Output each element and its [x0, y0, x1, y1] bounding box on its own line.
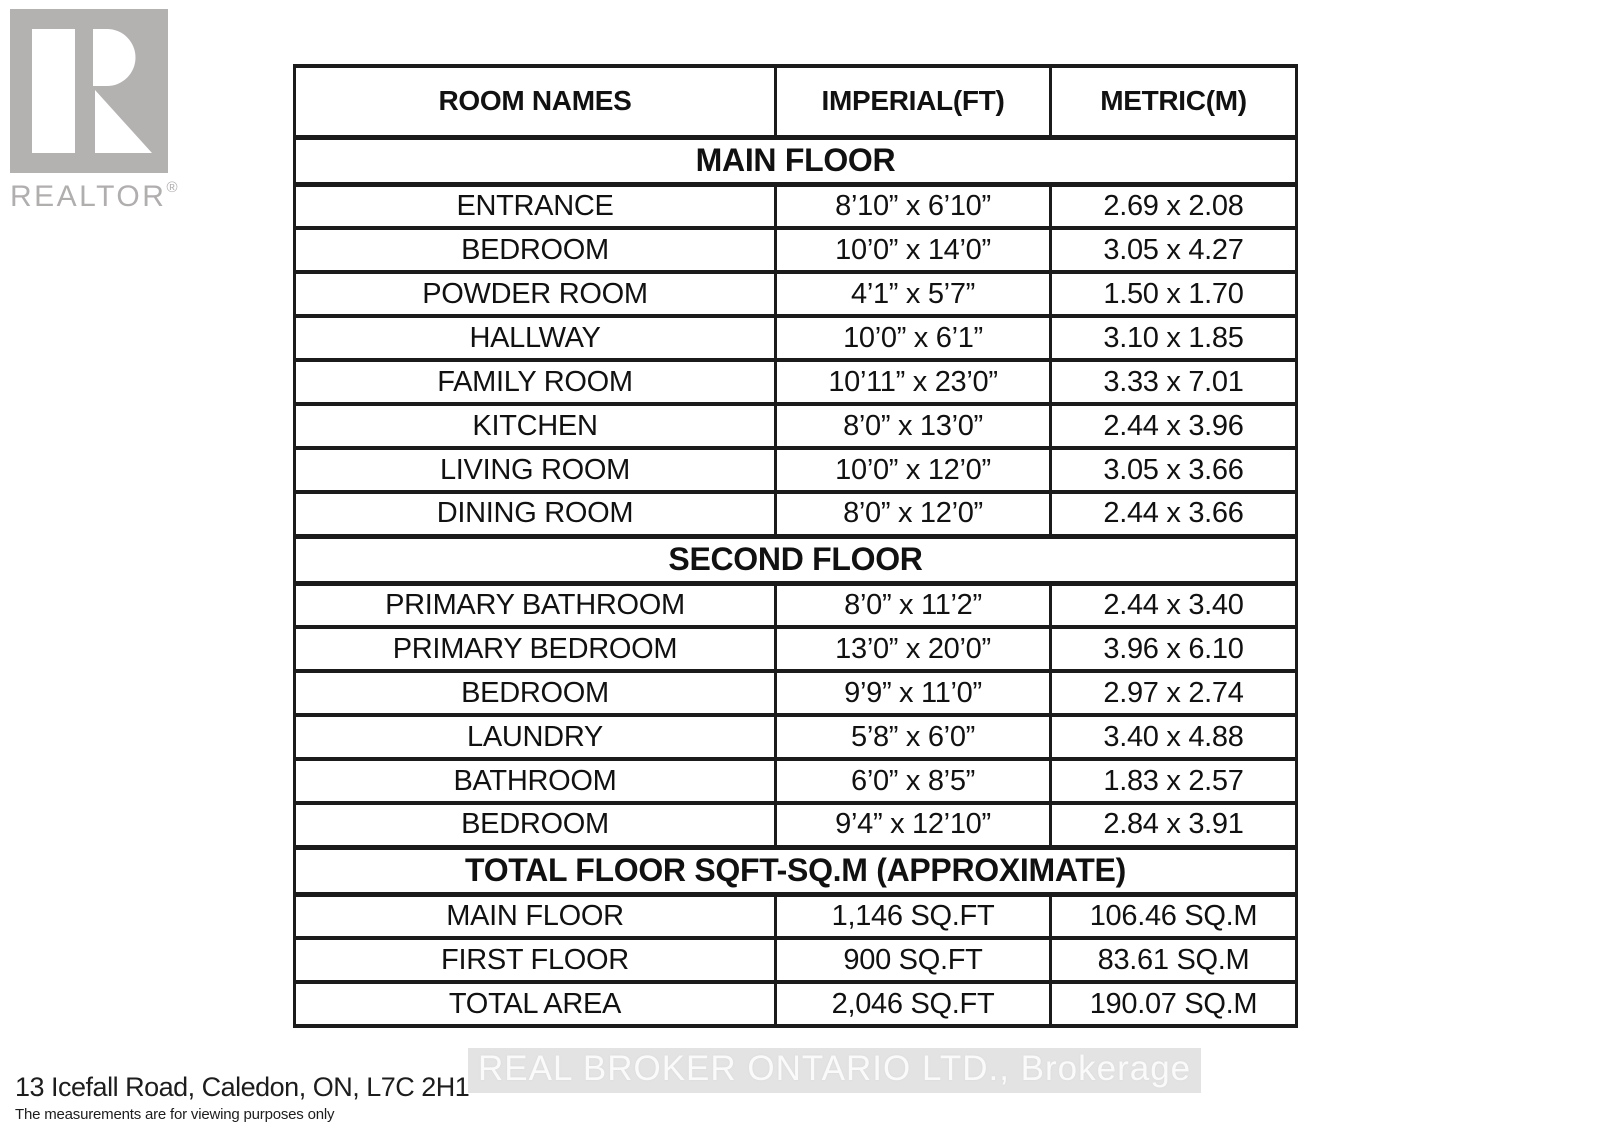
imperial-cell: 8’0” x 12’0” [776, 492, 1051, 536]
imperial-cell: 4’1” x 5’7” [776, 272, 1051, 316]
room-name-cell: FAMILY ROOM [295, 360, 776, 404]
table-row [295, 627, 1297, 671]
room-name-cell: BEDROOM [295, 671, 776, 715]
table-row [295, 583, 1297, 627]
section-header-row [295, 536, 1297, 583]
metric-cell: 3.10 x 1.85 [1051, 316, 1297, 360]
section-title-second-floor: SECOND FLOOR [295, 536, 1297, 583]
table-row [295, 228, 1297, 272]
metric-cell: 2.44 x 3.96 [1051, 404, 1297, 448]
table-row [295, 492, 1297, 536]
room-name-cell: ENTRANCE [295, 184, 776, 228]
metric-cell: 2.44 x 3.40 [1051, 583, 1297, 627]
metric-cell: 190.07 SQ.M [1051, 982, 1297, 1026]
metric-cell: 3.05 x 4.27 [1051, 228, 1297, 272]
imperial-cell: 9’9” x 11’0” [776, 671, 1051, 715]
imperial-cell: 6’0” x 8’5” [776, 759, 1051, 803]
room-name-cell: HALLWAY [295, 316, 776, 360]
realtor-logo-label [10, 179, 210, 214]
imperial-cell: 8’0” x 11’2” [776, 583, 1051, 627]
metric-cell: 3.05 x 3.66 [1051, 448, 1297, 492]
metric-cell: 2.44 x 3.66 [1051, 492, 1297, 536]
column-header-metric: METRIC(M) [1051, 66, 1297, 137]
room-name-cell: FIRST FLOOR [295, 938, 776, 982]
realtor-r-icon [10, 9, 168, 173]
realtor-wordmark: REALTOR [10, 180, 167, 213]
column-header-room-names: ROOM NAMES [295, 66, 776, 137]
table-row [295, 316, 1297, 360]
room-name-cell: BEDROOM [295, 228, 776, 272]
imperial-cell: 9’4” x 12’10” [776, 803, 1051, 847]
metric-cell: 2.84 x 3.91 [1051, 803, 1297, 847]
section-title-total-floor: TOTAL FLOOR SQFT-SQ.M (APPROXIMATE) [295, 847, 1297, 894]
measurement-disclaimer: The measurements are for viewing purposes only [15, 1106, 335, 1123]
table-row [295, 715, 1297, 759]
table-header-row [295, 66, 1297, 137]
imperial-cell: 900 SQ.FT [776, 938, 1051, 982]
room-name-cell: TOTAL AREA [295, 982, 776, 1026]
room-name-cell: POWDER ROOM [295, 272, 776, 316]
imperial-cell: 10’0” x 14’0” [776, 228, 1051, 272]
section-header-row [295, 137, 1297, 184]
table-row [295, 759, 1297, 803]
brokerage-watermark: REAL BROKER ONTARIO LTD., Brokerage [468, 1048, 1201, 1093]
imperial-cell: 10’0” x 12’0” [776, 448, 1051, 492]
metric-cell: 1.83 x 2.57 [1051, 759, 1297, 803]
table-row [295, 360, 1297, 404]
metric-cell: 3.33 x 7.01 [1051, 360, 1297, 404]
table-row [295, 184, 1297, 228]
metric-cell: 106.46 SQ.M [1051, 894, 1297, 938]
metric-cell: 1.50 x 1.70 [1051, 272, 1297, 316]
column-header-imperial: IMPERIAL(FT) [776, 66, 1051, 137]
imperial-cell: 8’10” x 6’10” [776, 184, 1051, 228]
imperial-cell: 13’0” x 20’0” [776, 627, 1051, 671]
footer [15, 1072, 469, 1123]
imperial-cell: 8’0” x 13’0” [776, 404, 1051, 448]
room-name-cell: BEDROOM [295, 803, 776, 847]
metric-cell: 83.61 SQ.M [1051, 938, 1297, 982]
room-name-cell: BATHROOM [295, 759, 776, 803]
realtor-logo [10, 9, 210, 214]
metric-cell: 3.40 x 4.88 [1051, 715, 1297, 759]
metric-cell: 3.96 x 6.10 [1051, 627, 1297, 671]
imperial-cell: 5’8” x 6’0” [776, 715, 1051, 759]
property-address: 13 Icefall Road, Caledon, ON, L7C 2H1 [15, 1072, 470, 1102]
room-name-cell: PRIMARY BATHROOM [295, 583, 776, 627]
table-row [295, 894, 1297, 938]
section-header-row [295, 847, 1297, 894]
section-title-main-floor: MAIN FLOOR [295, 137, 1297, 184]
imperial-cell: 10’0” x 6’1” [776, 316, 1051, 360]
room-name-cell: MAIN FLOOR [295, 894, 776, 938]
room-name-cell: PRIMARY BEDROOM [295, 627, 776, 671]
table-row [295, 272, 1297, 316]
table-row [295, 671, 1297, 715]
room-name-cell: LAUNDRY [295, 715, 776, 759]
table-row [295, 938, 1297, 982]
imperial-cell: 1,146 SQ.FT [776, 894, 1051, 938]
table-row [295, 803, 1297, 847]
metric-cell: 2.69 x 2.08 [1051, 184, 1297, 228]
room-name-cell: KITCHEN [295, 404, 776, 448]
room-name-cell: LIVING ROOM [295, 448, 776, 492]
table-row [295, 982, 1297, 1026]
metric-cell: 2.97 x 2.74 [1051, 671, 1297, 715]
room-name-cell: DINING ROOM [295, 492, 776, 536]
imperial-cell: 2,046 SQ.FT [776, 982, 1051, 1026]
room-measurement-table [293, 64, 1298, 1028]
table-row [295, 404, 1297, 448]
imperial-cell: 10’11” x 23’0” [776, 360, 1051, 404]
table-row [295, 448, 1297, 492]
registered-trademark-symbol: ® [166, 179, 178, 196]
